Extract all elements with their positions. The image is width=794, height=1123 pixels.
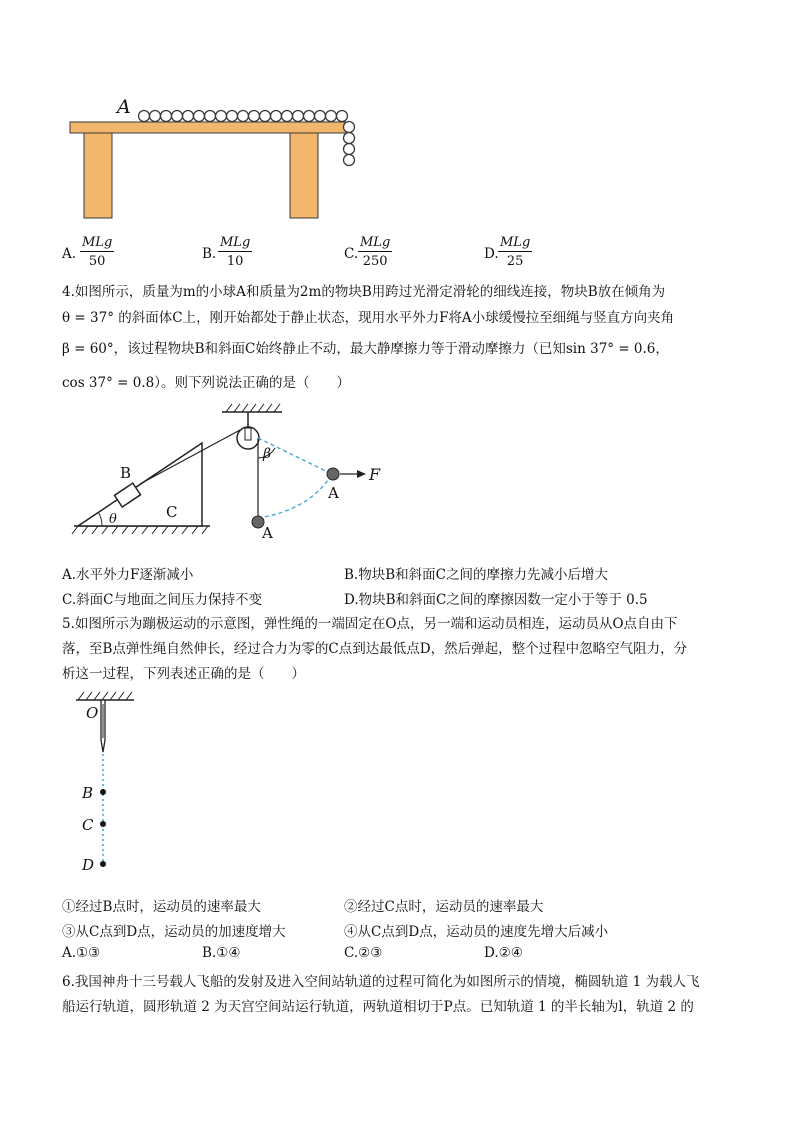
q3-option-b-fraction: MLg 10 [220, 235, 251, 269]
q3-option-c-letter: C. [344, 246, 359, 262]
ball-a-upper [327, 468, 339, 480]
q4-option-b: B.物块B和斜面C之间的摩擦力先减小后增大 [344, 567, 608, 583]
fig-label-a-lower: A [262, 524, 273, 542]
q5-statement-4: ④从C点到D点，运动员的速度先增大后减小 [344, 924, 609, 940]
fig-label-o: O [86, 704, 99, 722]
q5-line-3: 析这一过程，下列表述正确的是（ ） [62, 666, 305, 682]
q3-option-c-fraction: MLg 250 [360, 235, 391, 269]
point-b [100, 789, 106, 795]
q5-option-c: C.②③ [344, 945, 383, 961]
fig-label-a-upper: A [328, 484, 339, 502]
q4-option-d: D.物块B和斜面C之间的摩擦因数一定小于等于 0.5 [344, 592, 648, 608]
fig-label-point-b: B [82, 784, 94, 802]
table-top [70, 122, 350, 133]
fig-label-b: B [120, 464, 132, 482]
q4-line-1: 4.如图所示，质量为m的小球A和质量为2m的物块B用跨过光滑定滑轮的细线连接，物块B放在倾角为 [62, 284, 666, 300]
table-chain-figure [60, 92, 370, 224]
table-leg-right [290, 132, 318, 218]
q5-line-1: 5.如图所示为蹦极运动的示意图，弹性绳的一端固定在O点，另一端和运动员相连，运动员从O点自由下 [62, 616, 678, 632]
point-d [100, 861, 106, 867]
q4-line-2: θ = 37° 的斜面体C上，刚开始都处于静止状态，现用水平外力F将A小球缓慢拉至细绳与竖直方向夹角 [62, 310, 675, 326]
fig-label-point-c: C [82, 816, 94, 834]
fig-label-theta: θ [109, 512, 117, 527]
q5-statement-1: ①经过B点时，运动员的速率最大 [62, 899, 261, 915]
q5-option-b: B.①④ [202, 945, 241, 961]
q4-option-a: A.水平外力F逐渐减小 [62, 567, 194, 583]
q3-option-b-letter: B. [202, 246, 217, 262]
fig-label-c: C [166, 503, 178, 521]
q5-statement-3: ③从C点到D点，运动员的加速度增大 [62, 924, 286, 940]
table-leg-left [84, 132, 112, 218]
q4-option-c: C.斜面C与地面之间压力保持不变 [62, 592, 262, 608]
q5-statement-2: ②经过C点时，运动员的速率最大 [344, 899, 544, 915]
q5-line-2: 落，至B点弹性绳自然伸长，经过合力为零的C点到达最低点D，然后弹起，整个过程中忽略空气阻力，分 [62, 641, 688, 657]
fig-label-beta: β [263, 446, 272, 462]
q3-option-a-letter: A. [62, 246, 77, 262]
q4-line-3: β = 60°，该过程物块B和斜面C始终静止不动，最大静摩擦力等于滑动摩擦力（已知sin 37° = 0.6， [62, 341, 669, 357]
q6-line-1: 6.我国神舟十三号载人飞船的发射及进入空间站轨道的过程可简化为如图所示的情境，椭圆轨道 1 为载人飞 [62, 974, 700, 990]
fig-label-f: F [369, 465, 381, 484]
q3-option-a-fraction: MLg 50 [82, 235, 113, 269]
point-c [100, 821, 106, 827]
q6-line-2: 船运行轨道，圆形轨道 2 为天宫空间站运行轨道，两轨道相切于P点。已知轨道 1 的半长轴为l，轨道 2 的 [62, 999, 694, 1015]
q5-option-d: D.②④ [484, 945, 523, 961]
q3-option-d-fraction: MLg 25 [500, 235, 531, 269]
chain [139, 111, 355, 166]
chain-label-a: A [117, 96, 131, 118]
q4-line-4: cos 37° = 0.8）。则下列说法正确的是（ ） [62, 375, 350, 391]
q5-option-a: A.①③ [62, 945, 101, 961]
q3-option-d-letter: D. [484, 246, 499, 262]
incline-c [78, 443, 202, 526]
fig-label-point-d: D [82, 856, 95, 874]
